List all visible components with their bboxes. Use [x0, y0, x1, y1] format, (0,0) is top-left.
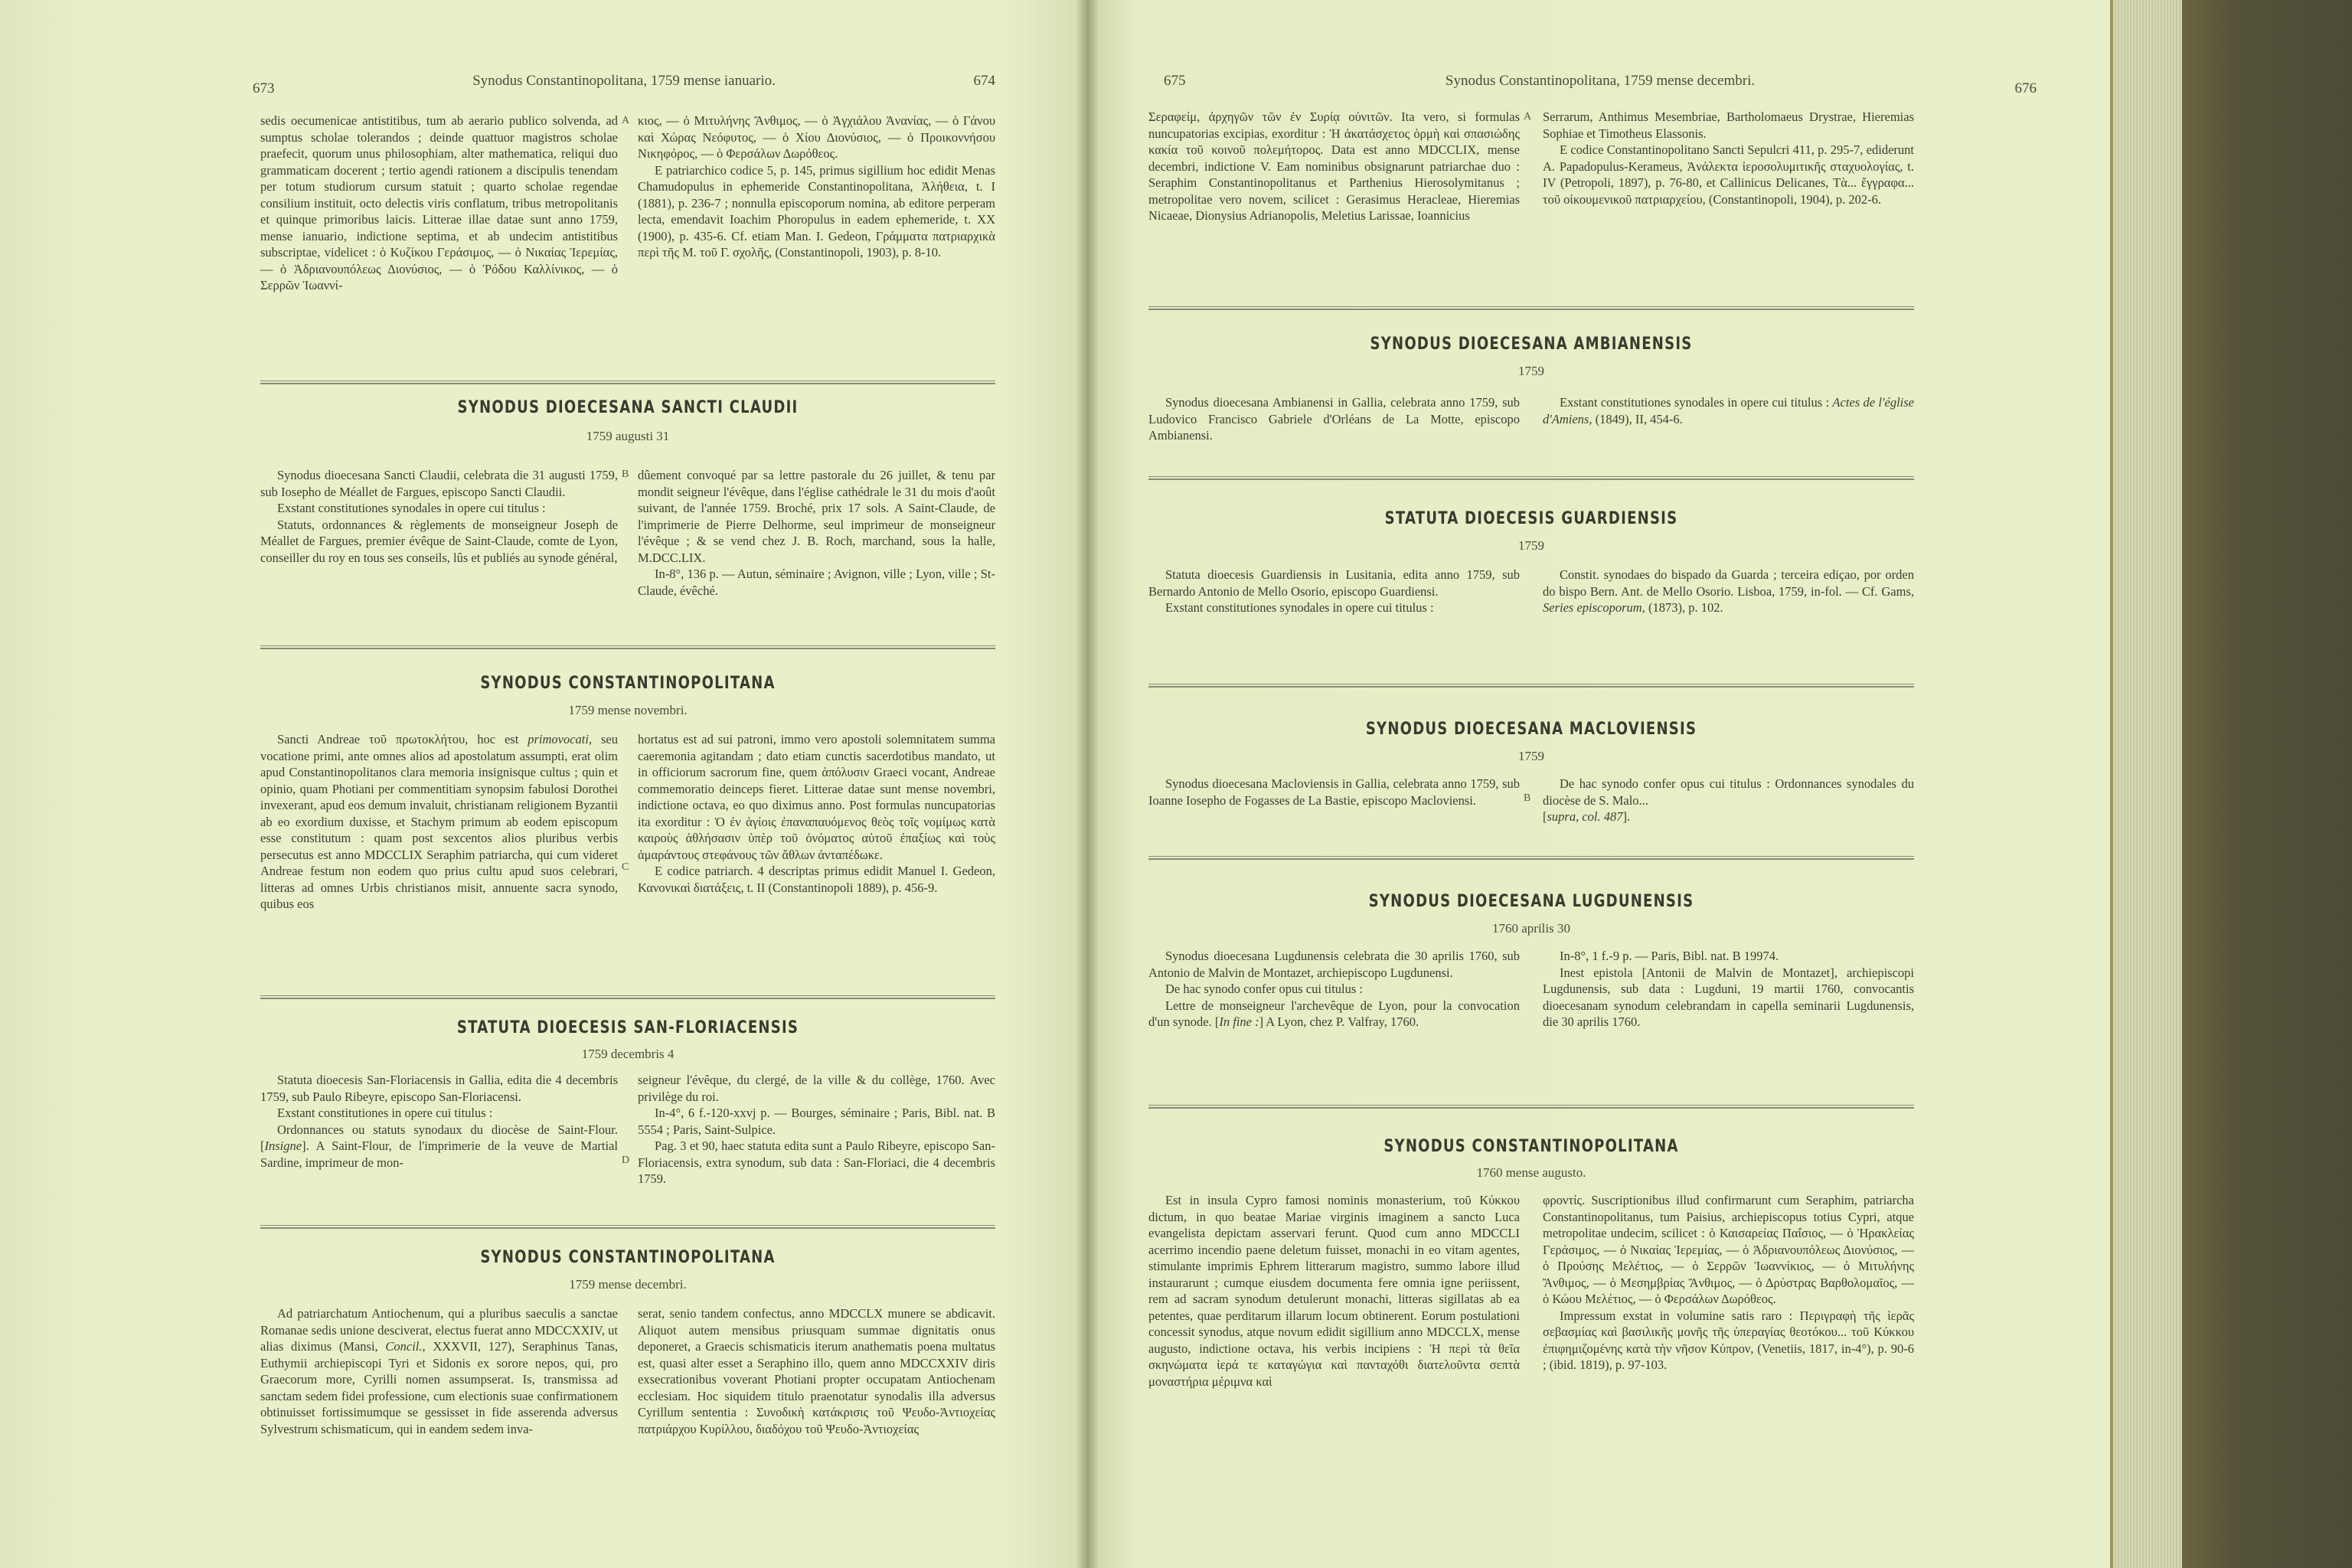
section-rule [1148, 306, 1914, 310]
paragraph: Exstant constitutiones synodales in opere cui titulus : Actes de l'église d'Amiens, (1849), II, 454-6. [1543, 395, 1915, 426]
paragraph: Sancti Andreae τοῦ πρωτοκλήτου, hoc est primovocati, seu vocatione primi, ante omnes alios ad apostolatum assumpti, erat olim apud Constantinopolitanos clara memoria insignisque cultus ; quin et opinio, quam Photiani per commentitiam synopsim fabulosi Dorothei invexerant, apud eos demum invaluit, christianam religionem Byzantii ab eo exordium duxisse, et Stachym primum ab eodem episcopum esse constitutum : quam post sexcentos alios pluribus verbis persecutus est anno MDCCLIX Seraphim patriarcha, qui cum videret Andreae festum non eodem quo prius cultu apud suos celebrari, litteras ad omnes Urbis christianos misit, annuente sacra synodo, quibus eos [260, 732, 618, 911]
section-date: 1759 [1518, 749, 1544, 763]
paragraph: Serrarum, Anthimus Mesembriae, Bartholomaeus Drystrae, Hieremias Sophiae et Timotheus Elassonis. [1543, 109, 1914, 141]
paragraph: Exstant constitutiones synodales in opere cui titulus : [1165, 600, 1434, 615]
paragraph: Constit. synodaes do bispado da Guarda ; terceira ediçao, por orden do bispo Bern. Ant. de Mello Osorio. Lisboa, 1759, in-fol. — Cf. Gams, Series episcoporum, (1873), p. 102. [1543, 567, 1914, 615]
section-date: 1759 augusti 31 [586, 429, 670, 443]
margin-letter: C [622, 861, 629, 873]
paragraph: In-8°, 1 f.-9 p. — Paris, Bibl. nat. B 19974. [1560, 949, 1779, 963]
section-title: SYNODUS DIOECESANA LUGDUNENSIS [1368, 892, 1694, 911]
paragraph: De hac synodo confer opus cui titulus : [1165, 982, 1363, 996]
paragraph: Synodus dioecesana Lugdunensis celebrata die 30 aprilis 1760, sub Antonio de Malvin de Montazet, archiepiscopo Lugdunensi. [1148, 949, 1520, 980]
section-date: 1760 aprilis 30 [1492, 921, 1570, 936]
section-rule [1148, 684, 1914, 688]
running-head: Synodus Constantinopolitana, 1759 mense ianuario. [472, 73, 776, 89]
section-rule [1148, 1105, 1914, 1109]
section-title: SYNODUS DIOECESANA MACLOVIENSIS [1365, 720, 1697, 739]
paragraph: dûement convoqué par sa lettre pastorale du 26 juillet, & tenu par mondit seigneur l'évêque, dans l'église cathédrale le 31 du mois d'août suivant, de l'année 1759. Broché, prix 17 sols. A Saint-Claude, de l'imprimerie de Pierre Delhorme, seul imprimeur de monseigneur l'évêque ; & se vend chez J. B. Roch, marchand, sous la halle, M.DCC.LIX. [638, 468, 995, 565]
section-rule [1148, 856, 1914, 860]
section-rule [260, 645, 995, 649]
section-date: 1760 mense augusto. [1476, 1165, 1586, 1180]
book-gutter [1076, 0, 1099, 1568]
paragraph: Exstant constitutiones synodales in opere cui titulus : [277, 501, 546, 515]
section-title: SYNODUS CONSTANTINOPOLITANA [480, 1248, 776, 1267]
left-top-text [260, 113, 995, 294]
paragraph: In-8°, 136 p. — Autun, séminaire ; Avignon, ville ; Lyon, ville ; St-Claude, évêché. [638, 567, 995, 598]
paragraph: hortatus est ad sui patroni, immo vero apostoli solemnitatem summa caeremonia agitandam ; dato etiam cunctis sacerdotibus mandato, ut in officiorum sacrorum fine, quem ἀπόλυσιν Graeci vocant, Andreae commemoratio deinceps fieret. Litterae datae sunt mense novembri, indictione octava, eo quo diximus anno. Post formulas nuncupatorias ita exorditur : Ὁ ἐν ἁγίοις ἐπαναπαυόμενος θεὸς τοῖς νομίμως κατὰ καιροὺς ἀθλήσασιν ὑπὲρ τοῦ ὀνόματος αὐτοῦ ἐπαξίως καὶ τοὺς ἀμαράντους στεφάνους τῶν ἄθλων ἀνταπέδωκε. [638, 732, 995, 862]
paragraph: Exstant constitutiones in opere cui titulus : [277, 1106, 493, 1120]
section-body [260, 1072, 995, 1187]
paragraph: E patriarchico codice 5, p. 145, primus sigillium hoc edidit Menas Chamudopulus in ephemeride Constantinopolitana, Ἀλήθεια, t. I (1881), p. 236-7 ; nonnulla episcoporum nomina, ab editore perperam lecta, emendavit Ioachim Phoropulus in eadem ephemeride, t. XX (1900), p. 435-6. Cf. etiam Man. I. Gedeon, Γράμματα πατριαρχικὰ περὶ τῆς Μ. τοῦ Γ. σχολῆς, (Constantinopoli, 1903), p. 8-10. [638, 162, 995, 260]
section-date: 1759 [1518, 538, 1544, 553]
section-title: STATUTA DIOECESIS SAN-FLORIACENSIS [456, 1018, 799, 1037]
right-running-header [1164, 73, 2037, 103]
section-date: 1759 decembris 4 [581, 1047, 675, 1061]
running-head: Synodus Constantinopolitana, 1759 mense decembri. [1445, 73, 1756, 89]
paragraph: Statuta dioecesis Guardiensis in Lusitania, edita anno 1759, sub Bernardo Antonio de Mello Osorio, episcopo Guardiensi. [1148, 567, 1520, 599]
section-title: SYNODUS CONSTANTINOPOLITANA [480, 674, 776, 693]
margin-letter: B [622, 469, 629, 480]
paragraph: φροντίς. Suscriptionibus illud confirmarunt cum Seraphim, patriarcha Constantinopolitanus, tum Paisius, archiepiscopus totius Cypri, atque metropolitae undecim, scilicet : ὁ Καισαρείας Παΐσιος, — ὁ Ἡρακλείας Γεράσιμος, — ὁ Νικαίας Ἱερεμίας, — ὁ Ἀδριανουπόλεως Διονύσιος, — ὁ Προύσης Μελέτιος, — ὁ Σερρῶν Ἰωαννίκιος, — ὁ Μιτυλήνης Ἄνθιμος, — ὁ Μεσημβρίας Ἄνθιμος, — ὁ Δρύστρας Βαρθολομαῖος, — ὁ Κώου Μελέτιος, — ὁ Φερσάλων Δωρόθεος. [1543, 1193, 1914, 1306]
paragraph: In-4°, 6 f.-120-xxvj p. — Bourges, séminaire ; Paris, Bibl. nat. B 5554 ; Paris, Saint-Sulpice. [638, 1106, 995, 1137]
page-edges [2113, 0, 2182, 1568]
section-date: 1759 mense novembri. [568, 703, 688, 717]
column-number: 673 [253, 80, 275, 96]
section-rule [260, 995, 995, 999]
section-body [260, 1305, 995, 1437]
margin-letter: A [622, 115, 630, 126]
section-title: SYNODUS DIOECESANA SANCTI CLAUDII [457, 398, 799, 417]
section-rule [260, 1225, 995, 1229]
paragraph: Est in insula Cypro famosi nominis monasterium, τοῦ Κύκκου dictum, in quo beatae Mariae virginis imaginem a sancto Luca evangelista depictam asservari ferunt. Quod cum anno MDCCLI acerrimo incendio paene deletum fuisset, monachi in eo vitam agentes, stimulante imprimis Ephrem litterarum magistro, summo labore illud instaurarunt ; cumque eiusdem documenta fere omnia igne periissent, rem ad sacram synodum detulerunt monachi, litteras sigillatas ab ea petentes, quae perditarum illarum locum obtinerent. Eorum postulationi concessit synodus, atque novum edidit sigillium anno MDCCLX, mense augusto, indictione octava, his verbis incipiens : Ἡ περὶ τὰ θεῖα σκηνώματα ἱερά τε καταγώγια καὶ πανταχόθι διατελοῦντα σεπτὰ μοναστήρια μέριμνα καὶ [1148, 1193, 1520, 1389]
section-title: SYNODUS CONSTANTINOPOLITANA [1383, 1137, 1679, 1156]
left-running-header [253, 73, 995, 103]
section-body [1148, 948, 1914, 1031]
column-number: 676 [2014, 80, 2037, 96]
paragraph: E codice Constantinopolitano Sancti Sepulcri 411, p. 295-7, ediderunt A. Papadopulus-Kerameus, Ἀνάλεκτα ἱεροσολυμιτικῆς σταχυολογίας, t. IV (Petropoli, 1897), p. 76-80, et Callinicus Delicanes, Τὰ... ἔγγραφα... τοῦ οἰκουμενικοῦ πατριαρχείου, (Constantinopoli, 1904), p. 202-6. [1543, 142, 1914, 207]
section-date: 1759 [1518, 364, 1544, 378]
paragraph: Statuts, ordonnances & règlements de monseigneur Joseph de Méallet de Fargues, premier évêque de Saint-Claude, comte de Lyon, conseiller du roy en tous ses conseils, lûs et publiés au synode général, [260, 517, 618, 565]
paragraph: Ad patriarchatum Antiochenum, qui a pluribus saeculis a sanctae Romanae sedis unione desciverat, electus fuerat anno MDCCXXIV, ut alias diximus (Mansi, Concil., XXXVII, 127), Seraphinus Tanas, Euthymii archiepiscopi Tyri et Sidonis ex sorore nepos, qui, pro Graecorum more, Cyrilli nomen assumpserat. Is, transmissa ad sanctam sedem fidei professione, cum electionis suae confirmationem obtinuisset fortissimumque se gessisset in fide asserenda adversus Sylvestrum schismaticum, qui in eandem sedem inva- [260, 1306, 618, 1436]
paragraph: seigneur l'évêque, du clergé, de la ville & du collège, 1760. Avec privilège du roi. [638, 1073, 995, 1104]
section-title: SYNODUS DIOECESANA AMBIANENSIS [1370, 335, 1693, 354]
column-number: 675 [1164, 73, 1186, 89]
paragraph: Synodus dioecesana Sancti Claudii, celebrata die 31 augusti 1759, sub Iosepho de Méallet de Fargues, episcopo Sancti Claudii. [260, 468, 618, 499]
section-title: STATUTA DIOECESIS GUARDIENSIS [1384, 509, 1678, 528]
section-body [1148, 567, 1914, 616]
section-date: 1759 mense decembri. [569, 1277, 687, 1292]
paragraph: Ordonnances ou statuts synodaux du diocèse de Saint-Flour. [Insigne]. A Saint-Flour, de l'imprimerie de la veuve de Martial Sardine, imprimeur de mon- [260, 1122, 618, 1170]
right-top-text [1148, 109, 1914, 224]
section-rule [260, 381, 995, 384]
paragraph: Synodus dioecesana Macloviensis in Gallia, celebrata anno 1759, sub Ioanne Iosepho de Fogasses de La Bastie, episcopo Macloviensi. [1148, 776, 1520, 808]
paragraph: Pag. 3 et 90, haec statuta edita sunt a Paulo Ribeyre, episcopo San-Floriacensis, extra synodum, sub data : San-Floriaci, die 4 decembris 1759. [638, 1138, 995, 1186]
paragraph: sedis oecumenicae antistitibus, tum ab aerario publico solvenda, ad sumptus scholae tolerandos ; deinde quattuor magistros scholae praefecit, quorum unus philosophiam, alter mathematica, reliqui duo grammaticam docerent ; tertio agendi rationem a discipulis tenendam per totum studiorum cursum statuit ; quarto scholae regendae consilium instituit, octo delectis viris conflatum, tribus metropolitanis et quinque primoribus laicis. Litterae illae datae sunt anno 1759, mense ianuario, indictione septima, et ab undecim antistitibus subscriptae, videlicet : ὁ Κυζίκου Γεράσιμος, — ὁ Νικαίας Ἱερεμίας, — ὁ Ἀδριανουπόλεως Διονύσιος, — ὁ Ῥόδου Καλλίνικος, — ὁ Σερρῶν Ἰωαννί- [260, 113, 618, 292]
section-body [260, 467, 995, 599]
margin-letter: B [1524, 792, 1531, 804]
section-rule [1148, 476, 1914, 480]
margin-letter: D [622, 1155, 630, 1166]
paragraph: De hac synodo confer opus cui titulus : Ordonnances synodales du diocèse de S. Malo... [supra, col. 487]. [1543, 776, 1914, 824]
paragraph: Impressum exstat in volumine satis raro : Περιγραφὴ τῆς ἱερᾶς σεβασμίας καὶ βασιλικῆς μονῆς τῆς ὑπεραγίας θεοτόκου... τοῦ Κύκκου ἐπιφημιζομένης κατὰ τὴν νῆσον Κύπρον, (Venetiis, 1817, in-4°), p. 90-6 ; (ibid. 1819), p. 97-103. [1543, 1308, 1914, 1372]
paragraph: Lettre de monseigneur l'archevêque de Lyon, pour la convocation d'un synode. [In fine :] A Lyon, chez P. Valfray, 1760. [1148, 998, 1520, 1029]
paragraph: serat, senio tandem confectus, anno MDCCLX munere se abdicavit. Aliquot autem mensibus priusquam summae dignitatis onus deponeret, a Graecis schismaticis iterum anathematis poena multatus est, quasi alter esset a Seraphino illo, quem anno MDCCXXIV diris exsecrationibus voverant Photiani propter occupatam Antiochenam ecclesiam. Hoc siquidem titulo praenotatur synodalis illa adversus Cyrillum sententia : Συνοδικὴ κατάκρισις τοῦ Ψευδο-Ἀντιοχείας πατριάρχου Κυρίλλου, διαδόχου τοῦ Ψευδο-Ἀντιοχείας [638, 1306, 995, 1436]
column-number: 674 [973, 73, 995, 89]
margin-letter: A [1524, 111, 1532, 122]
paragraph: Statuta dioecesis San-Floriacensis in Gallia, edita die 4 decembris 1759, sub Paulo Ribeyre, episcopo San-Floriacensi. [260, 1073, 618, 1104]
paragraph: Σεραφείμ, ἀρχηγῶν τῶν ἐν Συρίᾳ οὐνιτῶν. Ita vero, si formulas nuncupatorias excipias, exorditur : Ἡ ἀκατάσχετος ὁρμὴ καὶ σπασιώδης κακία τοῦ κοινοῦ πολεμήτορος. Data est anno MDCCLIX, mense decembri, indictione V. Eam nominibus obsignarunt patriarchae duo : Seraphim Constantinopolitanus et Parthenius Hierosolymitanus ; metropolitae vero novem, scilicet : Gerasimus Heracleae, Hieremias Nicaeae, Dionysius Adrianopolis, Meletius Larissae, Ioannicius [1148, 109, 1520, 223]
section-body [260, 731, 995, 913]
book-cover [2182, 0, 2352, 1568]
paragraph: E codice patriarch. 4 descriptas primus edidit Manuel I. Gedeon, Κανονικαὶ διατάξεις, t. II (Constantinopoli 1889), p. 456-9. [638, 864, 995, 895]
paragraph: Synodus dioecesana Ambianensi in Gallia, celebrata anno 1759, sub Ludovico Francisco Gabriele d'Orléans de La Motte, episcopo Ambianensi. [1148, 395, 1520, 443]
paragraph: Inest epistola [Antonii de Malvin de Montazet], archiepiscopi Lugdunensis, sub data : Lugduni, 19 martii 1760, convocantis dioecesanam synodum celebrandam in capella seminarii Lugdunensis, die 30 aprilis 1760. [1543, 965, 1914, 1029]
paragraph: κιος, — ὁ Μιτυλήνης Ἄνθιμος, — ὁ Ἀγχιάλου Ἀνανίας, — ὁ Γάνου καὶ Χώρας Νεόφυτος, — ὁ Χίου Διονύσιος, — ὁ Προικοννήσου Νικηφόρος, — ὁ Φερσάλων Δωρόθεος. [638, 113, 995, 161]
section-body [1148, 776, 1914, 825]
section-body [1148, 1192, 1914, 1390]
section-body [1148, 394, 1914, 444]
